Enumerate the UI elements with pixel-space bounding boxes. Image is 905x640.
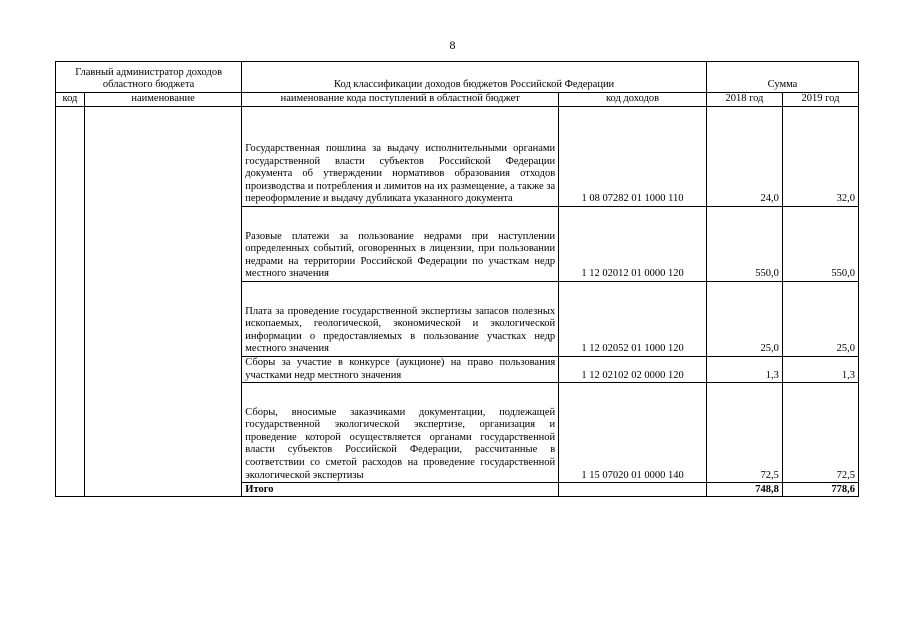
income-code-cell: 1 12 02012 01 0000 120 — [559, 207, 707, 282]
total-2018: 748,8 — [706, 483, 782, 497]
amount-2019-cell: 1,3 — [782, 357, 858, 383]
income-code-cell: 1 08 07282 01 1000 110 — [559, 107, 707, 207]
total-2019: 778,6 — [782, 483, 858, 497]
table-row — [56, 207, 859, 282]
header-sum-group: Сумма — [706, 62, 858, 93]
total-row — [56, 483, 859, 497]
admin-name-cell — [84, 483, 241, 497]
admin-name-cell — [84, 357, 241, 383]
table-row — [56, 383, 859, 483]
header-2018: 2018 год — [706, 93, 782, 107]
income-name-cell: Сборы за участие в конкурсе (аукционе) на право пользования участками недр местного значения — [242, 357, 559, 383]
header-admin-group: Главный администратор доходов областного бюджета — [56, 62, 242, 93]
page-number: 8 — [449, 38, 456, 52]
income-name-cell: Сборы, вносимые заказчиками документации, подлежащей государственной экологической экспертизе, организация и проведение которой осуществляется органами государственной власти субъектов Российской Федерации, рассчитанные в соответствии со сметой расходов на проведение государственной экологической экспертизы — [242, 383, 559, 483]
income-name-cell: Разовые платежи за пользование недрами при наступлении определенных событий, оговоренных в лицензии, при пользовании недрами на территории Российской Федерации по участкам недр местного значения — [242, 207, 559, 282]
admin-code-cell — [56, 357, 85, 383]
amount-2018-cell: 24,0 — [706, 107, 782, 207]
table-row — [56, 107, 859, 207]
income-name-cell: Государственная пошлина за выдачу исполнительными органами государственной власти субъектов Российской Федерации документа об утверждении нормативов образования отходов производства и потребления и лимитов на их размещение, а также за переоформление и выдачу дубликата указанного документа — [242, 107, 559, 207]
admin-code-cell — [56, 282, 85, 357]
header-classification-group: Код классификации доходов бюджетов Российской Федерации — [242, 62, 707, 93]
admin-name-cell — [84, 207, 241, 282]
amount-2019-cell: 32,0 — [782, 107, 858, 207]
table-header-row — [56, 62, 859, 93]
header-name: наименование — [84, 93, 241, 107]
admin-code-cell — [56, 107, 85, 207]
admin-name-cell — [84, 282, 241, 357]
amount-2018-cell: 72,5 — [706, 383, 782, 483]
total-label: Итого — [242, 483, 559, 497]
table-row — [56, 282, 859, 357]
amount-2018-cell: 550,0 — [706, 207, 782, 282]
admin-code-cell — [56, 207, 85, 282]
amount-2019-cell: 25,0 — [782, 282, 858, 357]
income-code-cell: 1 12 02052 01 1000 120 — [559, 282, 707, 357]
revenue-table — [55, 61, 859, 497]
header-2019: 2019 год — [782, 93, 858, 107]
admin-name-cell — [84, 107, 241, 207]
income-code-cell: 1 12 02102 02 0000 120 — [559, 357, 707, 383]
total-code-cell — [559, 483, 707, 497]
amount-2018-cell: 1,3 — [706, 357, 782, 383]
table-subheader-row — [56, 93, 859, 107]
header-income-name: наименование кода поступлений в областной бюджет — [242, 93, 559, 107]
amount-2019-cell: 72,5 — [782, 383, 858, 483]
admin-code-cell — [56, 483, 85, 497]
header-income-code: код доходов — [559, 93, 707, 107]
amount-2018-cell: 25,0 — [706, 282, 782, 357]
header-code: код — [56, 93, 85, 107]
income-code-cell: 1 15 07020 01 0000 140 — [559, 383, 707, 483]
admin-name-cell — [84, 383, 241, 483]
table-row — [56, 357, 859, 383]
amount-2019-cell: 550,0 — [782, 207, 858, 282]
admin-code-cell — [56, 383, 85, 483]
income-name-cell: Плата за проведение государственной экспертизы запасов полезных ископаемых, геологической, экономической и экологической информации о предоставляемых в пользование участках недр местного значения — [242, 282, 559, 357]
